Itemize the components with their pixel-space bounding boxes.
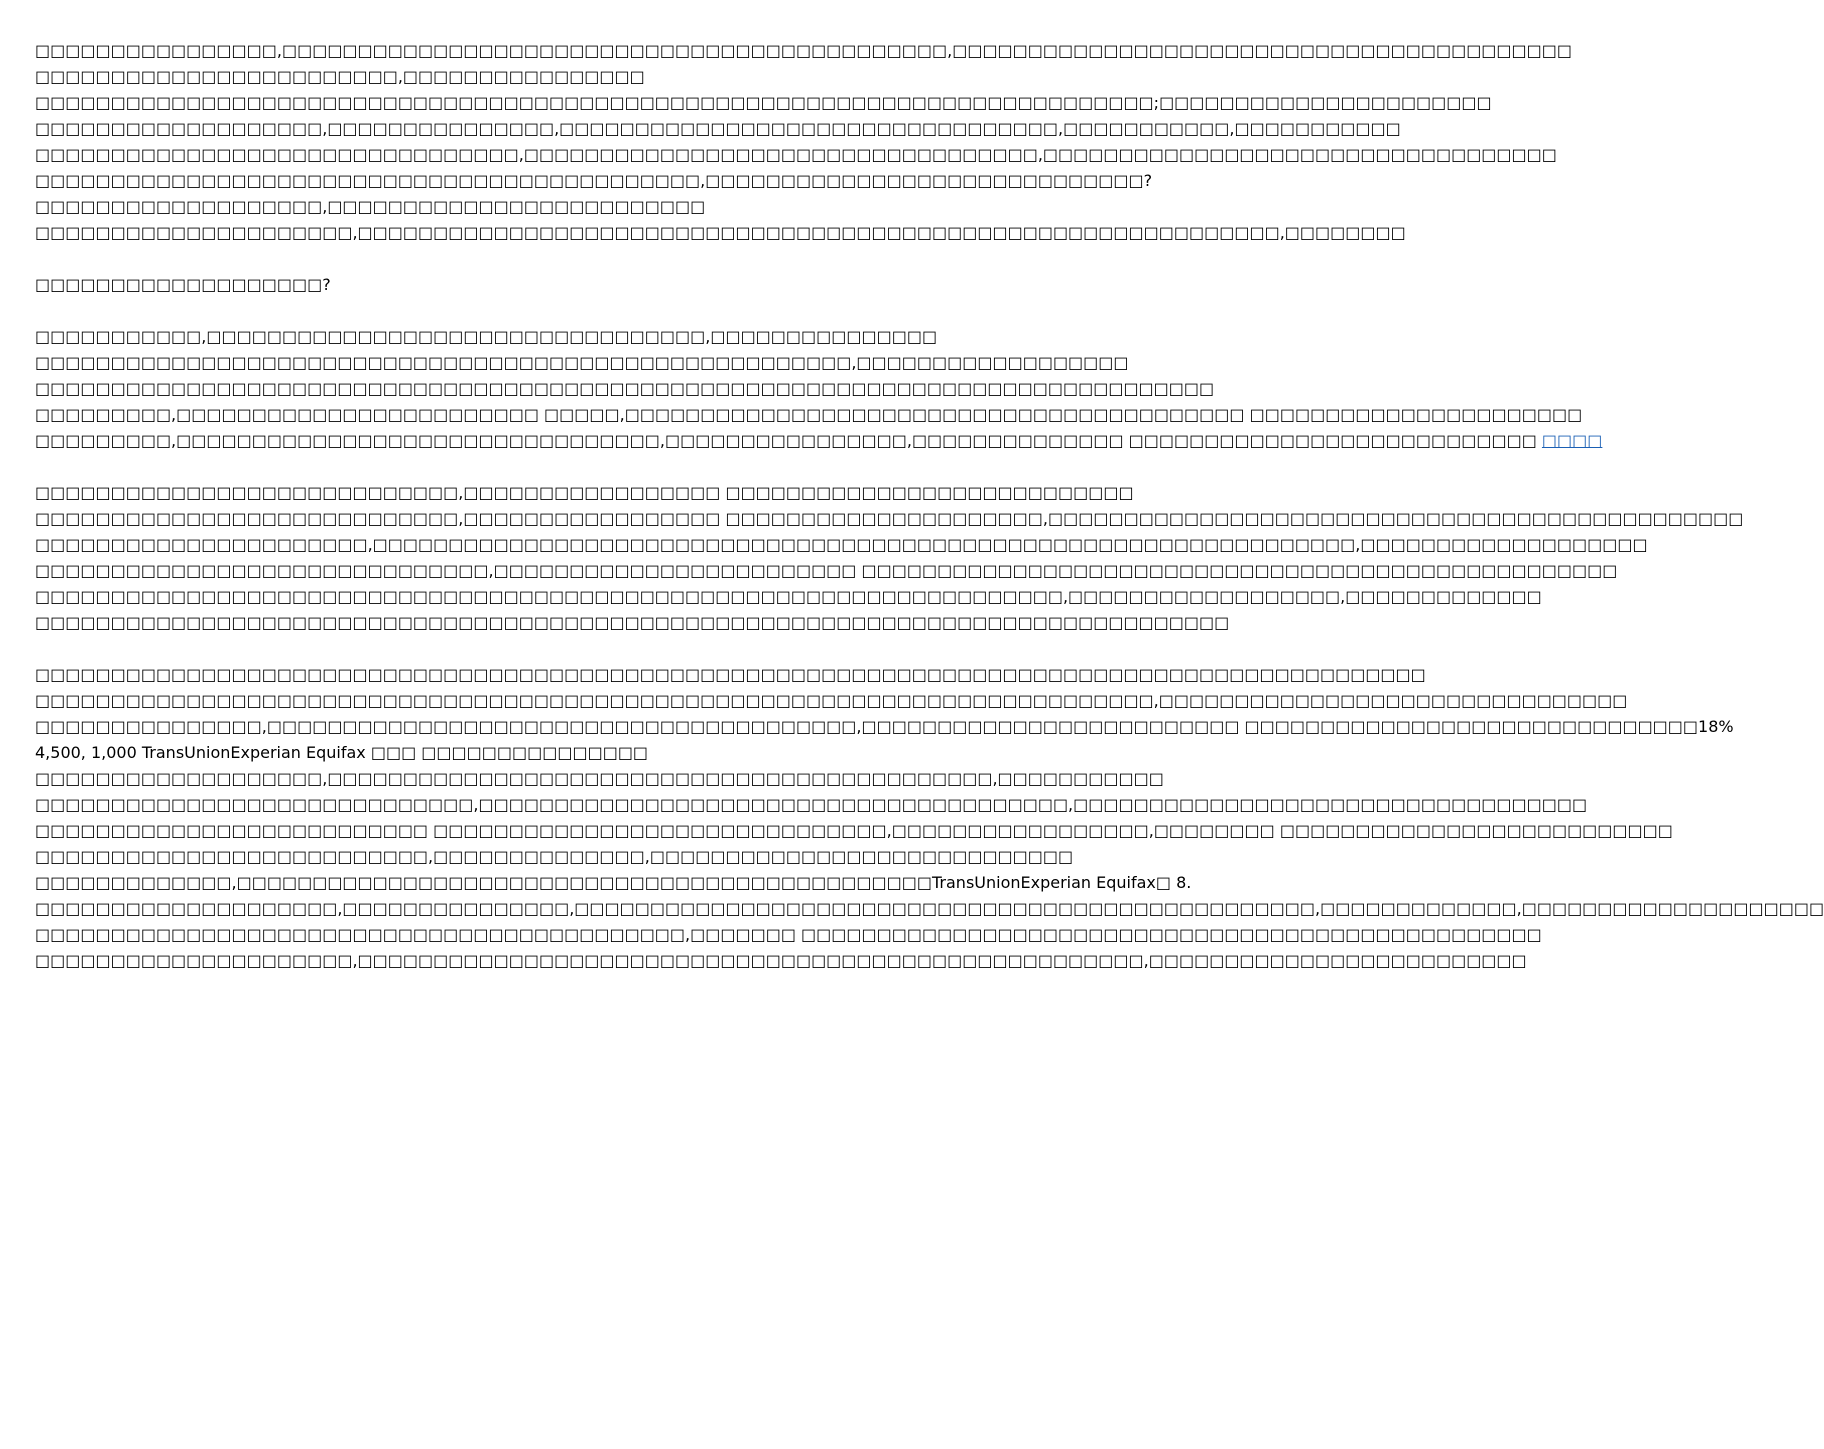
- text-line: □□□□□□□□□□□□□□□□□□□□□□□□□□□□□□□□□□□□□□□□□□□□□□□□□□□□□□□□□□□□□□□□□□□□□□□□□□□□□□□: [35, 613, 1230, 632]
- text-line: □□□□□□□□□□□□□□□□□□□,□□□□□□□□□□□□□□□□□□□□□□□□□: [35, 197, 706, 216]
- text-segment: □□□□□□□□□,□□□□□□□□□□□□□□□□□□□□□□□□□□□□□□□□,□□□□□□□□□□□□□□□□,□□□□□□□□□□□□□□ □□□□□□□□□□□□□□□□□□□□□□□□□□□: [35, 431, 1542, 450]
- paragraph: [35, 38, 1573, 246]
- document-body: [35, 38, 1824, 1000]
- text-line: □□□□□□□□□□□□□,□□□□□□□□□□□□□□□□□□□□□□□□□□□□□□□□□□□□□□□□□□□□□□TransUnionExperian Equifax□ 8.: [35, 873, 1192, 892]
- text-line: [35, 428, 1603, 454]
- text-line: □□□□□□□□□□□□□□□□□□□□□□□□□□□□,□□□□□□□□□□□□□□□□□ □□□□□□□□□□□□□□□□□□□□□,□□□□□□□□□□□□□□□□□□□□□□□□□□□□□□□□□□□□□□□□□□□□□□: [35, 509, 1744, 528]
- paragraph: [35, 324, 1603, 454]
- text-line: □□□□□□□□□□□□□□□□□□□□□□□□□□□□□□□□□□□□□□□□□□□□□□□□□□□□□□,□□□□□□□□□□□□□□□□□□: [35, 353, 1129, 372]
- paragraph: [35, 480, 1744, 636]
- text-line: □□□□□□□□□□□□□□□,□□□□□□□□□□□□□□□□□□□□□□□□□□□□□□□□□□□□□□□,□□□□□□□□□□□□□□□□□□□□□□□□□ □□□□□□□□□□□□□□□□□□□□□□□□□□□□□□18%: [35, 717, 1734, 736]
- text-line: □□□□□□□□□□□□□□□□□□□□□□□□,□□□□□□□□□□□□□□□□: [35, 67, 645, 86]
- text-line: □□□□□□□□□□□,□□□□□□□□□□□□□□□□□□□□□□□□□□□□□□□□□,□□□□□□□□□□□□□□□: [35, 327, 938, 346]
- text-line: □□□□□□□□□□□□□□□□□□□□□□□□□□,□□□□□□□□□□□□□□,□□□□□□□□□□□□□□□□□□□□□□□□□□□□: [35, 847, 1074, 866]
- text-line: □□□□□□□□□□□□□□□□□□□□□□,□□□□□□□□□□□□□□□□□□□□□□□□□□□□□□□□□□□□□□□□□□□□□□□□□□□□□□□□□□□□□□□□□,□□□□□□□□□□□□□□□□□□□: [35, 535, 1648, 554]
- text-line: □□□□□□□□□□□□□□□□□□□□,□□□□□□□□□□□□□□□,□□□□□□□□□□□□□□□□□□□□□□□□□□□□□□□□□□□□□□□□□□□□□□□□□,□□□□□□□□□□□□□,□□□□□□□□□□□□□□□□□□□□: [35, 899, 1824, 918]
- text-line: □□□□□□□□□□□□□□□□□□□□□□□□□□□□,□□□□□□□□□□□□□□□□□ □□□□□□□□□□□□□□□□□□□□□□□□□□□: [35, 483, 1134, 502]
- text-line: □□□□□□□□□□□□□□□□□□□□□□□□□□ □□□□□□□□□□□□□□□□□□□□□□□□□□□□□□,□□□□□□□□□□□□□□□□□,□□□□□□□□ □□□□□□□□□□□□□□□□□□□□□□□□□□: [35, 821, 1673, 840]
- text-line: □□□□□□□□□□□□□□□□□□□?: [35, 275, 331, 294]
- text-line: □□□□□□□□□,□□□□□□□□□□□□□□□□□□□□□□□□ □□□□□,□□□□□□□□□□□□□□□□□□□□□□□□□□□□□□□□□□□□□□□□□ □□□□□□□□□□□□□□□□□□□□□□: [35, 405, 1583, 424]
- paragraph: [35, 272, 990, 298]
- text-line: □□□□□□□□□□□□□□□□□□□□□□□□□□□□□□,□□□□□□□□□□□□□□□□□□□□□□□□ □□□□□□□□□□□□□□□□□□□□□□□□□□□□□□□□□□□□□□□□□□□□□□□□□□: [35, 561, 1618, 580]
- paragraph: [35, 662, 1824, 974]
- text-line: □□□□□□□□□□□□□□□□□□□□□,□□□□□□□□□□□□□□□□□□□□□□□□□□□□□□□□□□□□□□□□□□□□□□□□□□□□□□□□□□□□□,□□□□□□□□: [35, 223, 1406, 242]
- text-line: □□□□□□□□□□□□□□□□□□□□□□□□□□□□□□□□□□□□□□□□□□□,□□□□□□□ □□□□□□□□□□□□□□□□□□□□□□□□□□□□□□□□□□□□□□□□□□□□□□□□□: [35, 925, 1542, 944]
- text-line: □□□□□□□□□□□□□□□□,□□□□□□□□□□□□□□□□□□□□□□□□□□□□□□□□□□□□□□□□□□□□,□□□□□□□□□□□□□□□□□□□□□□□□□□□□□□□□□□□□□□□□□: [35, 41, 1573, 60]
- text-line: □□□□□□□□□□□□□□□□□□□□□□□□□□□□□□□□□□□□□□□□□□□□□□□□□□□□□□□□□□□□□□□□□□□□□□□□□□,□□□□□□□□□□□□□□□□□□□□□□□□□□□□□□□: [35, 691, 1628, 710]
- text-line: □□□□□□□□□□□□□□□□□□□,□□□□□□□□□□□□□□□□□□□□□□□□□□□□□□□□□□□□□□□□□□□□,□□□□□□□□□□□: [35, 769, 1164, 788]
- text-line: □□□□□□□□□□□□□□□□□□□□□□□□□□□□□□□□,□□□□□□□□□□□□□□□□□□□□□□□□□□□□□□□□□□,□□□□□□□□□□□□□□□□□□□□□□□□□□□□□□□□□□: [35, 145, 1557, 164]
- text-line: □□□□□□□□□□□□□□□□□□□□□,□□□□□□□□□□□□□□□□□□□□□□□□□□□□□□□□□□□□□□□□□□□□□□□□□□□□,□□□□□□□□□□□□□□□□□□□□□□□□□: [35, 951, 1527, 970]
- text-line: □□□□□□□□□□□□□□□□□□□□□□□□□□□□□,□□□□□□□□□□□□□□□□□□□□□□□□□□□□□□□□□□□□□□□,□□□□□□□□□□□□□□□□□□□□□□□□□□□□□□□□□□: [35, 795, 1588, 814]
- text-line: □□□□□□□□□□□□□□□□□□□□□□□□□□□□□□□□□□□□□□□□□□□□,□□□□□□□□□□□□□□□□□□□□□□□□□□□□□?: [35, 171, 1153, 190]
- text-line: 4,500, 1,000 TransUnionExperian Equifax □□□ □□□□□□□□□□□□□□□: [35, 743, 649, 762]
- text-line: □□□□□□□□□□□□□□□□□□□,□□□□□□□□□□□□□□□,□□□□□□□□□□□□□□□□□□□□□□□□□□□□□□□□□,□□□□□□□□□□□,□□□□□□□□□□□: [35, 119, 1401, 138]
- text-line: □□□□□□□□□□□□□□□□□□□□□□□□□□□□□□□□□□□□□□□□□□□□□□□□□□□□□□□□□□□□□□□□□□□□□□□□□□□□□□: [35, 379, 1215, 398]
- inline-link[interactable]: □□□□: [1541, 431, 1603, 450]
- text-line: □□□□□□□□□□□□□□□□□□□□□□□□□□□□□□□□□□□□□□□□□□□□□□□□□□□□□□□□□□□□□□□□□□□□,□□□□□□□□□□□□□□□□□□,□□□□□□□□□□□□□: [35, 587, 1542, 606]
- text-line: □□□□□□□□□□□□□□□□□□□□□□□□□□□□□□□□□□□□□□□□□□□□□□□□□□□□□□□□□□□□□□□□□□□□□□□□□□□□□□□□□□□□□□□□□□□□: [35, 665, 1426, 684]
- text-line: □□□□□□□□□□□□□□□□□□□□□□□□□□□□□□□□□□□□□□□□□□□□□□□□□□□□□□□□□□□□□□□□□□□□□□□□□□;□□□□□□□□□□□□□□□□□□□□□□: [35, 93, 1492, 112]
